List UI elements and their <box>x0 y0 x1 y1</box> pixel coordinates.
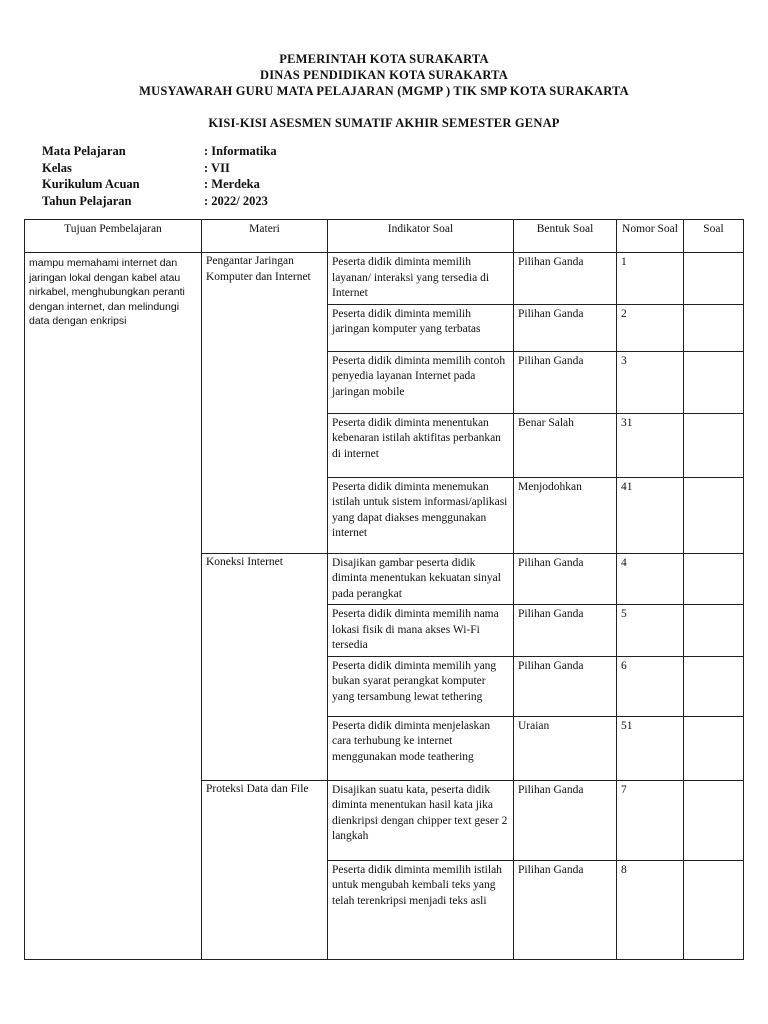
meta-value: : VII <box>204 160 230 175</box>
nomor-cell: 4 <box>617 553 684 605</box>
header-materi: Materi <box>202 220 328 253</box>
meta-row <box>42 176 277 193</box>
indikator-cell: Peserta didik diminta memilih yang bukan syarat perangkat komputer yang tersambung lewat tethering <box>328 656 514 716</box>
indikator-cell: Disajikan suatu kata, peserta didik diminta menentukan hasil kata jika dienkripsi dengan chipper text geser 2 langkah <box>328 780 514 860</box>
meta-row <box>42 160 277 177</box>
header-line-1: PEMERINTAH KOTA SURAKARTA <box>279 52 489 66</box>
meta-value: : 2022/ 2023 <box>204 193 268 208</box>
soal-cell <box>684 477 744 553</box>
bentuk-cell: Pilihan Ganda <box>514 553 617 605</box>
nomor-cell: 31 <box>617 413 684 477</box>
nomor-cell: 7 <box>617 780 684 860</box>
indikator-cell: Peserta didik diminta menemukan istilah untuk sistem informasi/aplikasi yang dapat diakses menggunakan internet <box>328 477 514 553</box>
header-nomor: Nomor Soal <box>617 220 684 253</box>
nomor-cell: 51 <box>617 716 684 780</box>
nomor-cell: 6 <box>617 656 684 716</box>
meta-block <box>42 143 277 209</box>
bentuk-cell: Pilihan Ganda <box>514 656 617 716</box>
indikator-cell: Peserta didik diminta menentukan kebenaran istilah aktifitas perbankan di internet <box>328 413 514 477</box>
soal-cell <box>684 860 744 959</box>
indikator-cell: Disajikan gambar peserta didik diminta menentukan kekuatan sinyal pada perangkat <box>328 553 514 605</box>
header-indikator: Indikator Soal <box>328 220 514 253</box>
table-header-row <box>25 220 744 253</box>
nomor-cell: 5 <box>617 605 684 657</box>
materi-cell: Proteksi Data dan File <box>202 780 328 959</box>
meta-value: : Informatika <box>204 144 277 158</box>
bentuk-cell: Pilihan Ganda <box>514 253 617 305</box>
table-row <box>25 253 744 305</box>
bentuk-cell: Menjodohkan <box>514 477 617 553</box>
soal-cell <box>684 553 744 605</box>
nomor-cell: 2 <box>617 304 684 351</box>
meta-key: Mata Pelajaran <box>42 144 126 158</box>
header-soal: Soal <box>684 220 744 253</box>
bentuk-cell: Pilihan Ganda <box>514 304 617 351</box>
materi-cell: Pengantar Jaringan Komputer dan Internet <box>202 253 328 554</box>
materi-cell: Koneksi Internet <box>202 553 328 780</box>
kisi-kisi-table <box>24 219 744 960</box>
meta-key: Tahun Pelajaran <box>42 193 132 208</box>
document-title: KISI-KISI ASESMEN SUMATIF AKHIR SEMESTER GENAP <box>208 116 560 130</box>
header-line-3: MUSYAWARAH GURU MATA PELAJARAN (MGMP ) TIK SMP KOTA SURAKARTA <box>139 84 629 98</box>
meta-row <box>42 143 277 160</box>
bentuk-cell: Benar Salah <box>514 413 617 477</box>
soal-cell <box>684 413 744 477</box>
meta-key: Kurikulum Acuan <box>42 177 140 191</box>
indikator-cell: Peserta didik diminta memilih jaringan komputer yang terbatas <box>328 304 514 351</box>
nomor-cell: 8 <box>617 860 684 959</box>
soal-cell <box>684 253 744 305</box>
indikator-cell: Peserta didik diminta memilih layanan/ interaksi yang tersedia di Internet <box>328 253 514 305</box>
indikator-cell: Peserta didik diminta memilih istilah untuk mengubah kembali teks yang telah terenkripsi menjadi teks asli <box>328 860 514 959</box>
bentuk-cell: Pilihan Ganda <box>514 351 617 413</box>
tujuan-cell: mampu memahami internet dan jaringan lokal dengan kabel atau nirkabel, menghubungkan peranti dengan internet, dan melindungi data dengan enkripsi <box>25 253 202 960</box>
bentuk-cell: Pilihan Ganda <box>514 860 617 959</box>
soal-cell <box>684 780 744 860</box>
nomor-cell: 3 <box>617 351 684 413</box>
header-bentuk: Bentuk Soal <box>514 220 617 253</box>
soal-cell <box>684 605 744 657</box>
nomor-cell: 1 <box>617 253 684 305</box>
indikator-cell: Peserta didik diminta memilih contoh penyedia layanan Internet pada jaringan mobile <box>328 351 514 413</box>
meta-value: : Merdeka <box>204 177 260 191</box>
header-tujuan: Tujuan Pembelajaran <box>25 220 202 253</box>
header-line-2: DINAS PENDIDIKAN KOTA SURAKARTA <box>259 68 509 82</box>
bentuk-cell: Pilihan Ganda <box>514 605 617 657</box>
soal-cell <box>684 304 744 351</box>
soal-cell <box>684 716 744 780</box>
bentuk-cell: Uraian <box>514 716 617 780</box>
indikator-cell: Peserta didik diminta memilih nama lokasi fisik di mana akses Wi-Fi tersedia <box>328 605 514 657</box>
indikator-cell: Peserta didik diminta menjelaskan cara terhubung ke internet menggunakan mode teathering <box>328 716 514 780</box>
meta-key: Kelas <box>42 160 72 175</box>
bentuk-cell: Pilihan Ganda <box>514 780 617 860</box>
soal-cell <box>684 351 744 413</box>
meta-row <box>42 193 277 210</box>
soal-cell <box>684 656 744 716</box>
nomor-cell: 41 <box>617 477 684 553</box>
